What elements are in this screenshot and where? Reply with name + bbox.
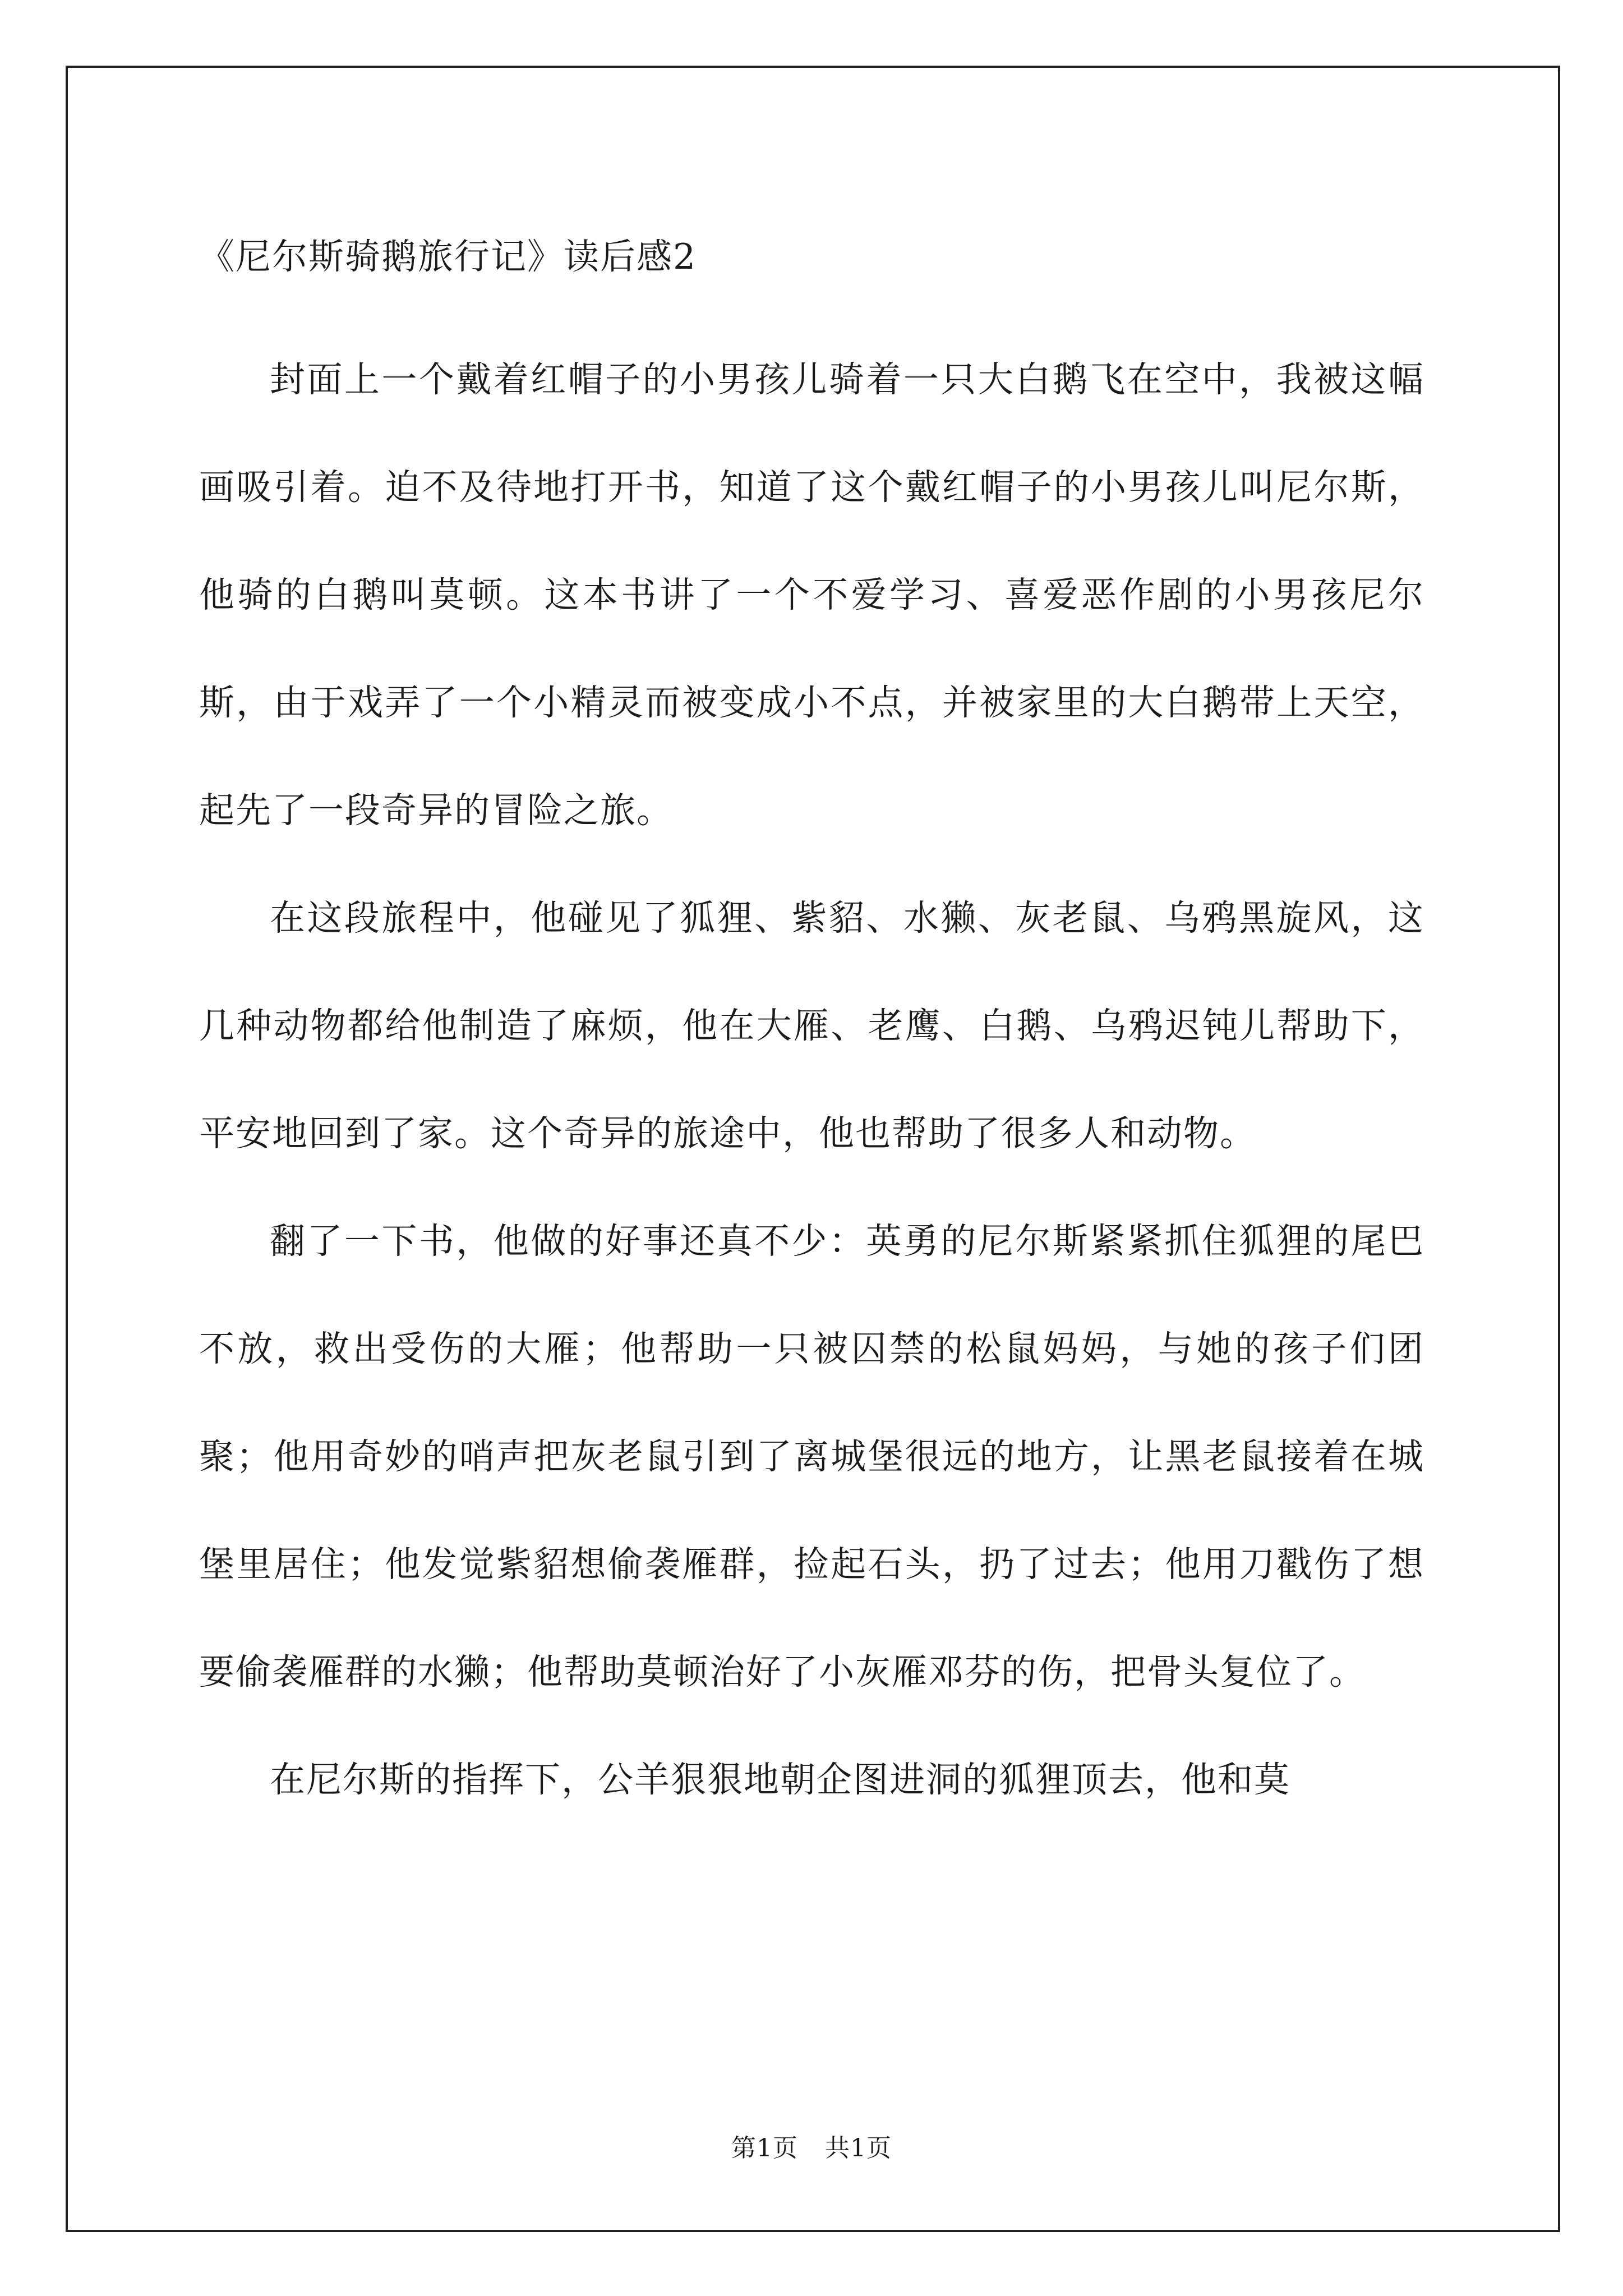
document-title: 《尼尔斯骑鹅旅行记》读后感2: [199, 236, 697, 277]
paragraph: 在尼尔斯的指挥下，公羊狠狠地朝企图进洞的狐狸顶去，他和莫: [270, 1759, 1290, 1800]
paragraph: 翻了一下书，他做的好事还真不少：英勇的尼尔斯紧紧抓住狐狸的尾巴不放，救出受伤的大雁；他帮助一只被囚禁的松鼠妈妈，与她的孩子们团聚；他用奇妙的哨声把灰老鼠引到了离城堡很远的地方，让黑老鼠接着在城堡里居住；他发觉紫貂想偷袭雁群，捡起石头，扔了过去；他用刀戳伤了想要偷袭雁群的水獭；他帮助莫顿治好了小灰雁邓芬的伤，把骨头复位了。: [199, 1221, 1424, 1692]
page-number: 第1页: [731, 2134, 798, 2162]
page-total: 共1页: [825, 2134, 892, 2162]
document-body: [199, 219, 1424, 1834]
page-footer: [0, 2128, 1623, 2164]
paragraph: 在这段旅程中，他碰见了狐狸、紫貂、水獭、灰老鼠、乌鸦黑旋风，这几种动物都给他制造了麻烦，他在大雁、老鹰、白鹅、乌鸦迟钝儿帮助下，平安地回到了家。这个奇异的旅途中，他也帮助了很多人和动物。: [199, 898, 1424, 1154]
paragraph: 封面上一个戴着红帽子的小男孩儿骑着一只大白鹅飞在空中，我被这幅画吸引着。迫不及待地打开书，知道了这个戴红帽子的小男孩儿叫尼尔斯，他骑的白鹅叫莫顿。这本书讲了一个不爱学习、喜爱恶作剧的小男孩尼尔斯，由于戏弄了一个小精灵而被变成小不点，并被家里的大白鹅带上天空，起先了一段奇异的冒险之旅。: [199, 359, 1424, 831]
